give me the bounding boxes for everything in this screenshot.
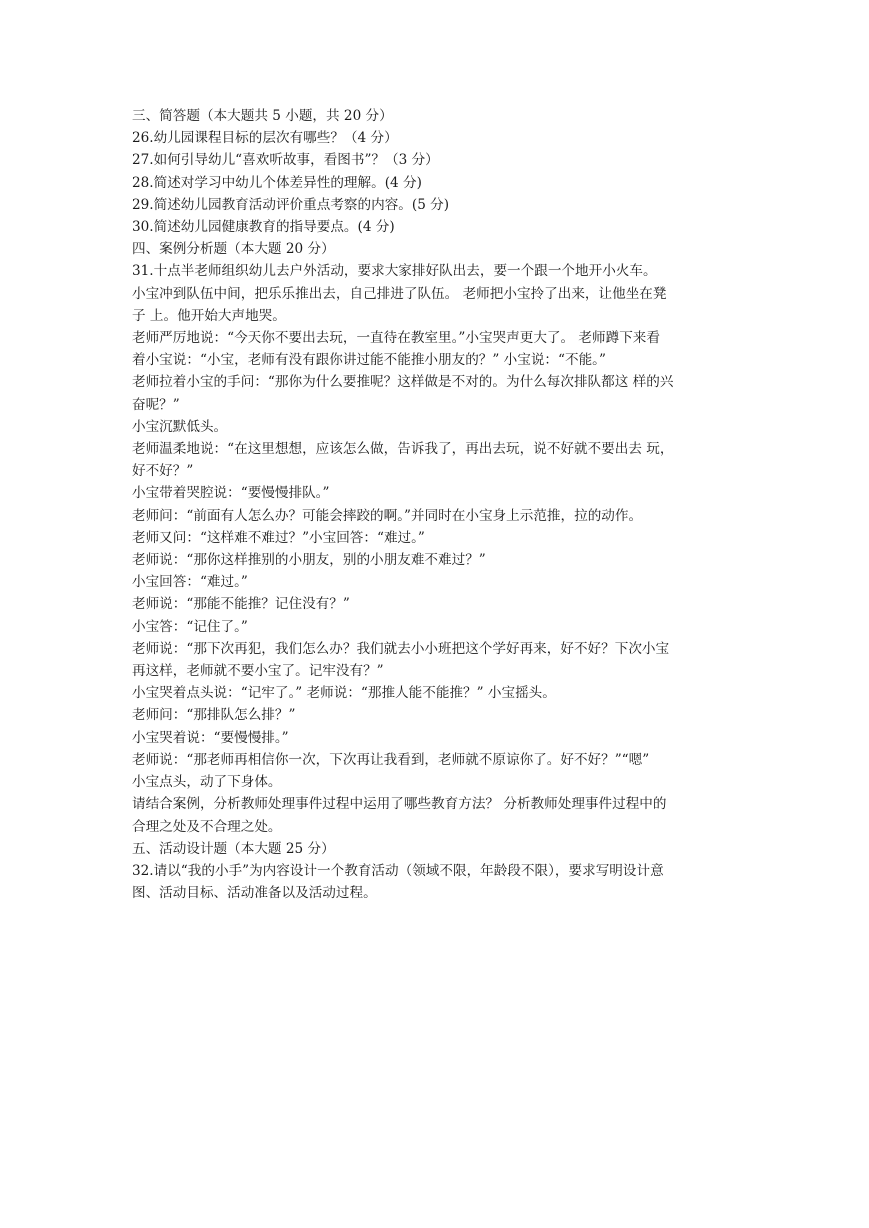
question-31-line: 31.十点半老师组织幼儿去户外活动，要求大家排好队出去，要一个跟一个地开小火车。 [132, 263, 657, 280]
case-text-line: 老师说：“那下次再犯，我们怎么办？我们就去小小班把这个学好再来，好不好？下次小宝 [132, 640, 670, 657]
case-text-line: 小宝哭着说：“要慢慢排。” [132, 729, 289, 746]
section-heading-case-analysis: 四、案例分析题（本大题 20 分） [132, 241, 335, 258]
case-text-line: 老师问：“前面有人怎么办？可能会摔跤的啊。”并同时在小宝身上示范推，拉的动作。 [132, 507, 643, 524]
case-text-line: 小宝沉默低头。 [132, 418, 228, 435]
question-27: 27.如何引导幼儿“喜欢听故事，看图书”？（3 分） [132, 152, 439, 169]
case-text-line: 老师说：“那你这样推别的小朋友，别的小朋友难不难过？” [132, 552, 486, 569]
case-question-line: 合理之处及不合理之处。 [132, 818, 282, 835]
case-text-line: 好不好？” [132, 463, 194, 480]
case-text-line: 小宝带着哭腔说：“要慢慢排队。” [132, 485, 330, 502]
case-text-line: 小宝回答：“难过。” [132, 574, 248, 591]
case-text-line: 奋呢？” [132, 396, 180, 413]
case-text-line: 着小宝说：“小宝，老师有没有跟你讲过能不能推小朋友的？” 小宝说：“不能。” [132, 352, 606, 369]
document-body [132, 105, 742, 904]
case-text-line: 老师说：“那老师再相信你一次，下次再让我看到，老师就不原谅你了。好不好？”“嗯” [132, 751, 650, 768]
section-heading-activity-design: 五、活动设计题（本大题 25 分） [132, 840, 335, 857]
case-text-line: 老师说：“那能不能推？记住没有？” [132, 596, 350, 613]
case-text-line: 老师拉着小宝的手问：“那你为什么要推呢？这样做是不对的。为什么每次排队都这 样的兴 [132, 374, 674, 391]
case-question-line: 请结合案例，分析教师处理事件过程中运用了哪些教育方法？ 分析教师处理事件过程中的 [132, 796, 667, 813]
question-32-line: 图、活动目标、活动准备以及活动过程。 [132, 885, 377, 902]
question-30: 30.简述幼儿园健康教育的指导要点。(4 分) [132, 219, 395, 236]
case-text-line: 小宝答：“记住了。” [132, 618, 248, 635]
question-28: 28.简述对学习中幼儿个体差异性的理解。(4 分) [132, 174, 422, 191]
case-text-line: 老师温柔地说：“在这里想想，应该怎么做，告诉我了，再出去玩，说不好就不要出去 玩， [132, 441, 674, 458]
question-32-line: 32.请以“我的小手”为内容设计一个教育活动（领域不限，年龄段不限），要求写明设计意 [132, 862, 664, 879]
case-text-line: 老师又问：“这样难不难过？”小宝回答：“难过。” [132, 529, 425, 546]
section-heading-short-answer: 三、简答题（本大题共 5 小题，共 20 分） [132, 108, 393, 124]
case-text-line: 小宝点头，动了下身体。 [132, 774, 282, 791]
case-text-line: 小宝哭着点头说：“记牢了。” 老师说：“那推人能不能推？” 小宝摇头。 [132, 685, 556, 702]
question-29: 29.简述幼儿园教育活动评价重点考察的内容。(5 分) [132, 196, 450, 213]
case-text-line: 老师问：“那排队怎么排？” [132, 707, 296, 724]
case-text-line: 小宝冲到队伍中间，把乐乐推出去，自己排进了队伍。 老师把小宝拎了出来，让他坐在凳 [132, 285, 667, 302]
question-26: 26.幼儿园课程目标的层次有哪些？（4 分） [132, 130, 398, 147]
case-text-line: 老师严厉地说：“今天你不要出去玩，一直待在教室里。”小宝哭声更大了。 老师蹲下来看 [132, 330, 660, 347]
case-text-line: 子 上。他开始大声地哭。 [132, 307, 286, 324]
case-text-line: 再这样，老师就不要小宝了。记牢没有？” [132, 663, 384, 680]
